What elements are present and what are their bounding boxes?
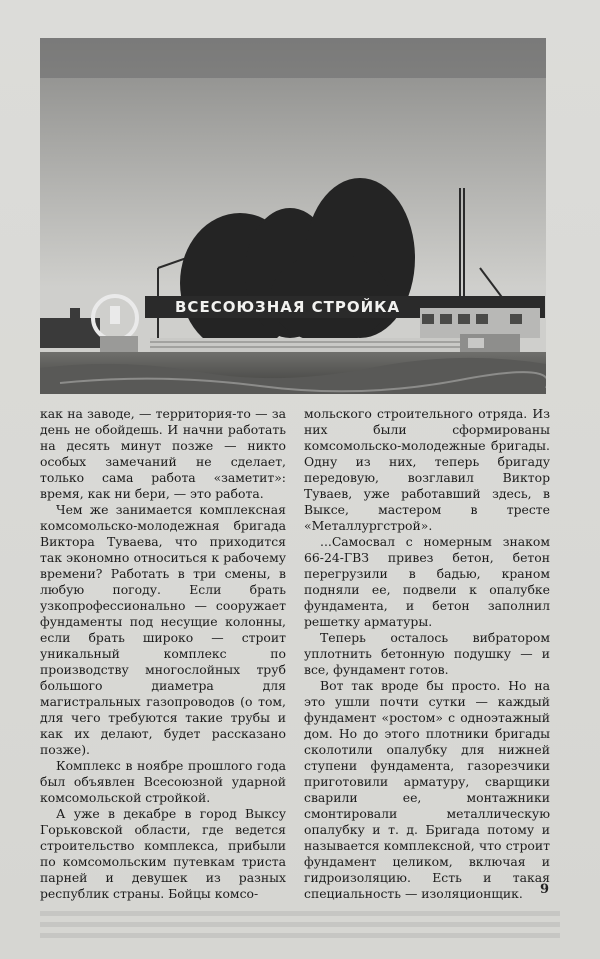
paragraph: Вот так вроде бы просто. Но на это ушли почти сутки — каждый фундамент «ростом» с одноэтажный дом. Но до этого плотники бригады сколотили опалубку для нижней ступени фундамента, газорезчики приготовили арматуру, сварщики сварили ее, монтажники смонтировали металлическую опалубку и т. д. Бригада потому и называется комплексной, что строит фундамент целиком, включая и гидроизоляцию. Есть и такая специальность — изоляционщик. bbox=[304, 678, 550, 901]
paragraph: ...Самосвал с номерным знаком 66-24-ГВЗ привез бетон, бетон перегрузили в бадью, краном подняли ее, подвели к опалубке фундамента, и бетон заполнил решетку арматуры. bbox=[304, 534, 550, 629]
paragraph: А уже в декабре в город Выксу Горьковской области, где ведется строительство комплекса, прибыли по комсомольским путевкам триста парней и девушек из разных республик страны. Бойцы комсо- bbox=[40, 806, 286, 901]
page-number: 9 bbox=[540, 882, 550, 897]
left-column bbox=[40, 406, 286, 902]
paragraph: Комплекс в ноябре прошлого года был объявлен Всесоюзной ударной комсомольской стройкой. bbox=[40, 758, 286, 805]
sign-text: ВСЕСОЮЗНАЯ СТРОЙКА bbox=[175, 298, 401, 316]
construction-site-photo bbox=[40, 38, 546, 394]
photo-illustration bbox=[40, 38, 546, 394]
right-column bbox=[304, 406, 550, 902]
paragraph: Чем же занимается комплексная комсомольско-молодежная бригада Виктора Туваева, что приходится так экономно относиться к рабочему времени? Работать в три смены, в любую погоду. Если брать узкопрофессионально — сооружает фундаменты под несущие колонны, если брать широко — строит уникальный комплекс по производству многослойных труб большого диаметра для магистральных газопроводов (о том, для чего требуются такие трубы и как их делают, будет рассказано позже). bbox=[40, 502, 286, 757]
paragraph: Теперь осталось вибратором уплотнить бетонную подушку — и все, фундамент готов. bbox=[304, 630, 550, 677]
paragraph: как на заводе, — территория-то — за день не обойдешь. И начни работать на десять минут позже — никто особых замечаний не сделает, только сама работа «заметит»: время, как ни бери, — это работа. bbox=[40, 406, 286, 501]
show-through-text bbox=[40, 905, 560, 945]
paragraph: мольского строительного отряда. Из них были сформированы комсомольско-молодежные бригады. Одну из них, теперь бригаду передовую, возглавил Виктор Туваев, уже работавший здесь, в Выксе, мастером в тресте «Металлургстрой». bbox=[304, 406, 550, 533]
